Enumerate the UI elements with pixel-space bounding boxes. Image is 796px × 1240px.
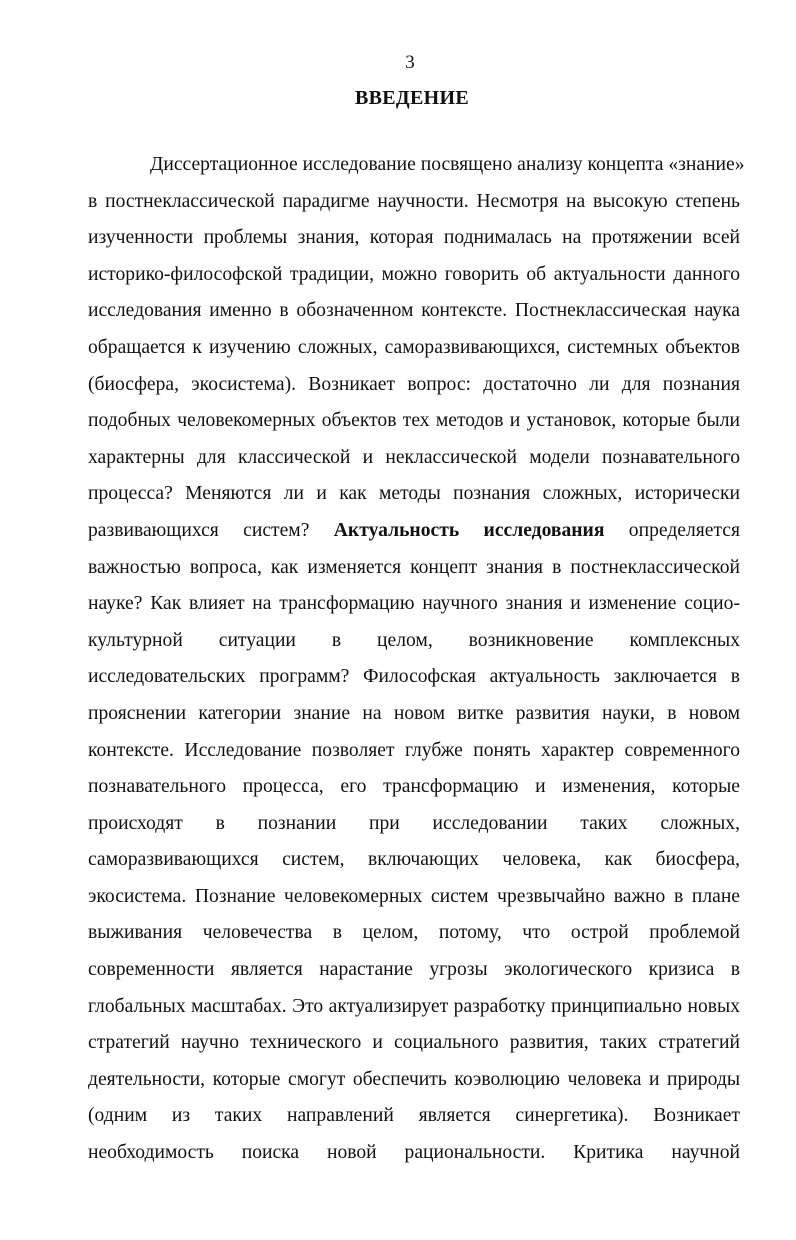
text-line <box>88 623 740 660</box>
section-heading: ВВЕДЕНИЕ <box>355 87 469 109</box>
text-line <box>88 733 740 770</box>
text-segment: характерны для классической и неклассической модели познавательного <box>88 446 740 468</box>
text-segment: прояснении категории знание на новом витке развития науки, в новом <box>88 702 740 724</box>
text-line <box>88 989 740 1026</box>
text-line <box>88 915 740 952</box>
page-number: 3 <box>405 52 415 73</box>
text-segment: культурной ситуации в целом, возникновение комплексных <box>88 629 740 651</box>
text-line <box>88 147 745 184</box>
text-segment: процесса? Меняются ли и как методы познания сложных, исторически <box>88 483 740 505</box>
text-segment: развивающихся систем? <box>88 519 334 541</box>
text-segment: саморазвивающихся систем, включающих человека, как биосфера, <box>88 849 740 871</box>
text-segment: (биосфера, экосистема). Возникает вопрос: достаточно ли для познания <box>88 373 740 395</box>
text-line <box>88 513 740 550</box>
text-segment: необходимость поиска новой рациональности. Критика научной <box>88 1142 740 1164</box>
text-line <box>88 1135 740 1172</box>
text-segment: обращается к изучению сложных, саморазвивающихся, системных объектов <box>88 336 740 358</box>
text-segment: экосистема. Познание человекомерных систем чрезвычайно важно в плане <box>88 885 740 907</box>
text-line <box>88 1025 740 1062</box>
text-segment: познавательного процесса, его трансформацию и изменения, которые <box>88 776 740 798</box>
text-line <box>88 696 740 733</box>
text-segment: историко-философской традиции, можно говорить об актуальности данного <box>88 263 740 285</box>
body-paragraph <box>88 147 745 1172</box>
text-segment: в постнеклассической парадигме научности. Несмотря на высокую степень <box>88 190 740 212</box>
text-segment: деятельности, которые смогут обеспечить коэволюцию человека и природы <box>88 1068 740 1090</box>
text-segment: стратегий научно технического и социального развития, таких стратегий <box>88 1032 740 1054</box>
text-line <box>88 184 740 221</box>
text-line <box>88 403 740 440</box>
text-line <box>88 952 740 989</box>
text-line <box>88 1098 740 1135</box>
text-line <box>88 1062 740 1099</box>
text-line <box>88 659 740 696</box>
text-line <box>88 330 740 367</box>
text-segment: современности является нарастание угрозы экологического кризиса в <box>88 959 740 981</box>
text-line <box>88 220 740 257</box>
text-line <box>88 586 740 623</box>
text-segment: определяется <box>604 519 740 541</box>
text-line <box>88 879 740 916</box>
text-segment: Диссертационное исследование посвящено анализу концепта «знание» <box>150 154 745 175</box>
text-segment: изученности проблемы знания, которая поднималась на протяжении всей <box>88 227 740 249</box>
text-line <box>88 550 740 587</box>
text-segment: глобальных масштабах. Это актуализирует разработку принципиально новых <box>88 995 740 1017</box>
text-segment: исследования именно в обозначенном контексте. Постнеклассическая наука <box>88 300 740 322</box>
text-segment: (одним из таких направлений является синергетика). Возникает <box>88 1105 740 1127</box>
text-line <box>88 769 740 806</box>
text-line <box>88 257 740 294</box>
text-line <box>88 842 740 879</box>
text-line <box>88 293 740 330</box>
text-line <box>88 476 740 513</box>
text-segment: контексте. Исследование позволяет глубже понять характер современного <box>88 739 740 761</box>
text-segment: выживания человечества в целом, потому, что острой проблемой <box>88 922 740 944</box>
text-segment: исследовательских программ? Философская актуальность заключается в <box>88 666 740 688</box>
text-line <box>88 367 740 404</box>
bold-text-segment: Актуальность исследования <box>333 519 605 541</box>
text-segment: важностью вопроса, как изменяется концепт знания в постнеклассической <box>88 556 740 578</box>
text-segment: подобных человекомерных объектов тех методов и установок, которые были <box>88 410 740 432</box>
text-segment: происходят в познании при исследовании таких сложных, <box>88 812 740 834</box>
text-segment: науке? Как влияет на трансформацию научного знания и изменение социо- <box>88 593 740 615</box>
text-line <box>88 440 740 477</box>
text-line <box>88 806 740 843</box>
